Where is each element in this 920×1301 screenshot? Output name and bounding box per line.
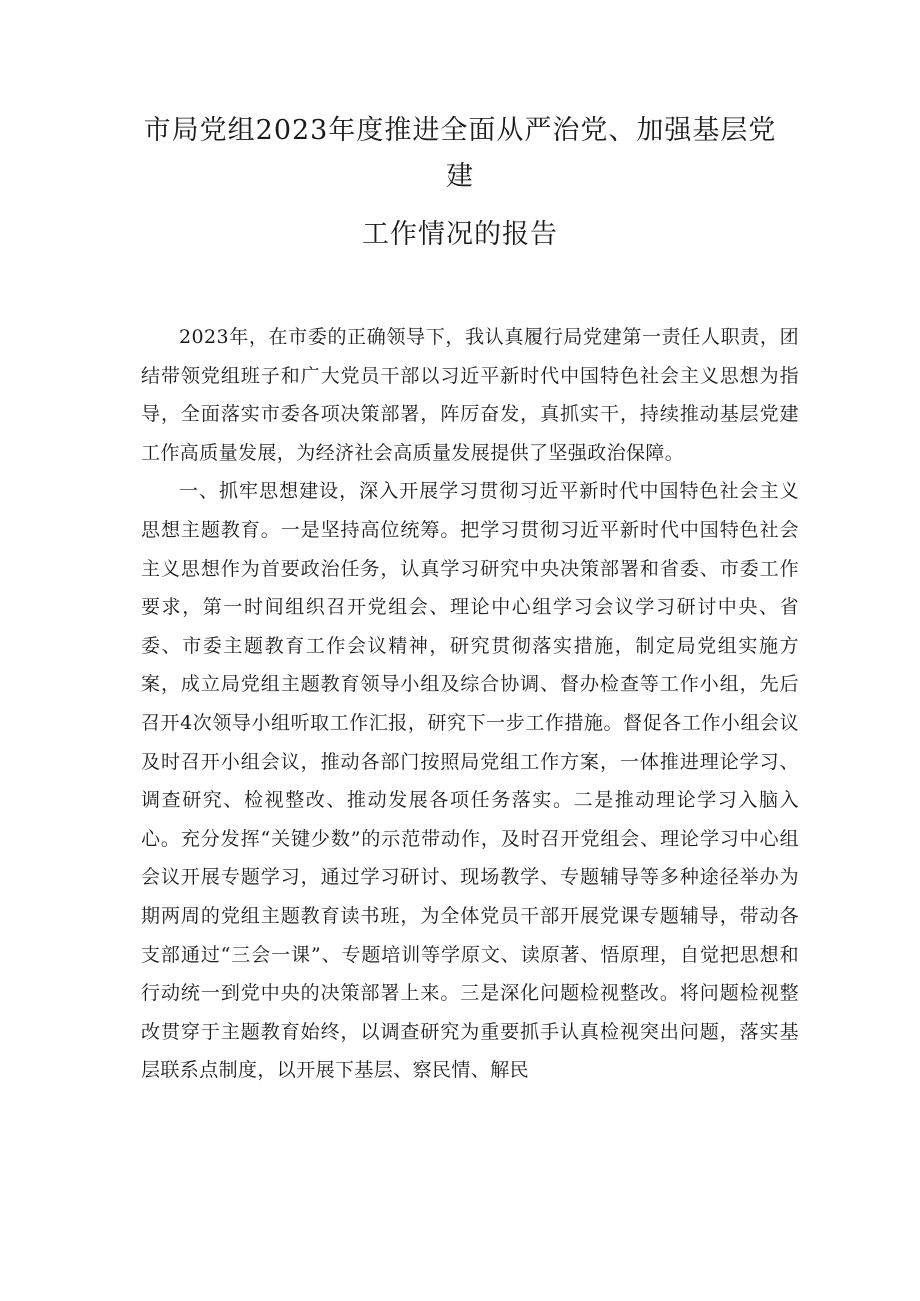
document-body bbox=[141, 318, 799, 1090]
document-title bbox=[120, 108, 800, 258]
paragraph-intro: 2023年，在市委的正确领导下，我认真履行局党建第一责任人职责，团结带领党组班子和广大党员干部以习近平新时代中国特色社会主义思想为指导，全面落实市委各项决策部署，阵厉奋发，真抓实干，持续推动基层党建工作高质量发展，为经济社会高质量发展提供了坚强政治保障。 bbox=[141, 326, 799, 464]
title-line-3: 工作情况的报告 bbox=[362, 219, 558, 250]
paragraph-section-1: 一、抓牢思想建设，深入开展学习贯彻习近平新时代中国特色社会主义思想主题教育。一是坚持高位统筹。把学习贯彻习近平新时代中国特色社会主义思想作为首要政治任务，认真学习研究中央决策部署和省委、市委工作要求，第一时间组织召开党组会、理论中心组学习会议学习研讨中央、省委、市委主题教育工作会议精神，研究贯彻落实措施，制定局党组实施方案，成立局党组主题教育领导小组及综合协调、督办检查等工作小组，先后召开4次领导小组听取工作汇报，研究下一步工作措施。督促各工作小组会议及时召开小组会议，推动各部门按照局党组工作方案，一体推进理论学习、调查研究、检视整改、推动发展各项任务落实。二是推动理论学习入脑入心。充分发挥“关键少数”的示范带动作，及时召开党组会、理论学习中心组会议开展专题学习，通过学习研讨、现场教学、专题辅导等多种途径举办为期两周的党组主题教育读书班，为全体党员干部开展党课专题辅导，带动各支部通过“三会一课”、专题培训等学原文、读原著、悟原理，自觉把思想和行动统一到党中央的决策部署上来。三是深化问题检视整改。将问题检视整改贯穿于主题教育始终，以调查研究为重要抓手认真检视突出问题，落实基层联系点制度，以开展下基层、察民情、解民 bbox=[141, 480, 799, 1082]
title-line-1: 市局党组2023年度推进全面从严治党、加强基层党 bbox=[143, 115, 777, 146]
title-line-2: 建 bbox=[446, 161, 474, 192]
